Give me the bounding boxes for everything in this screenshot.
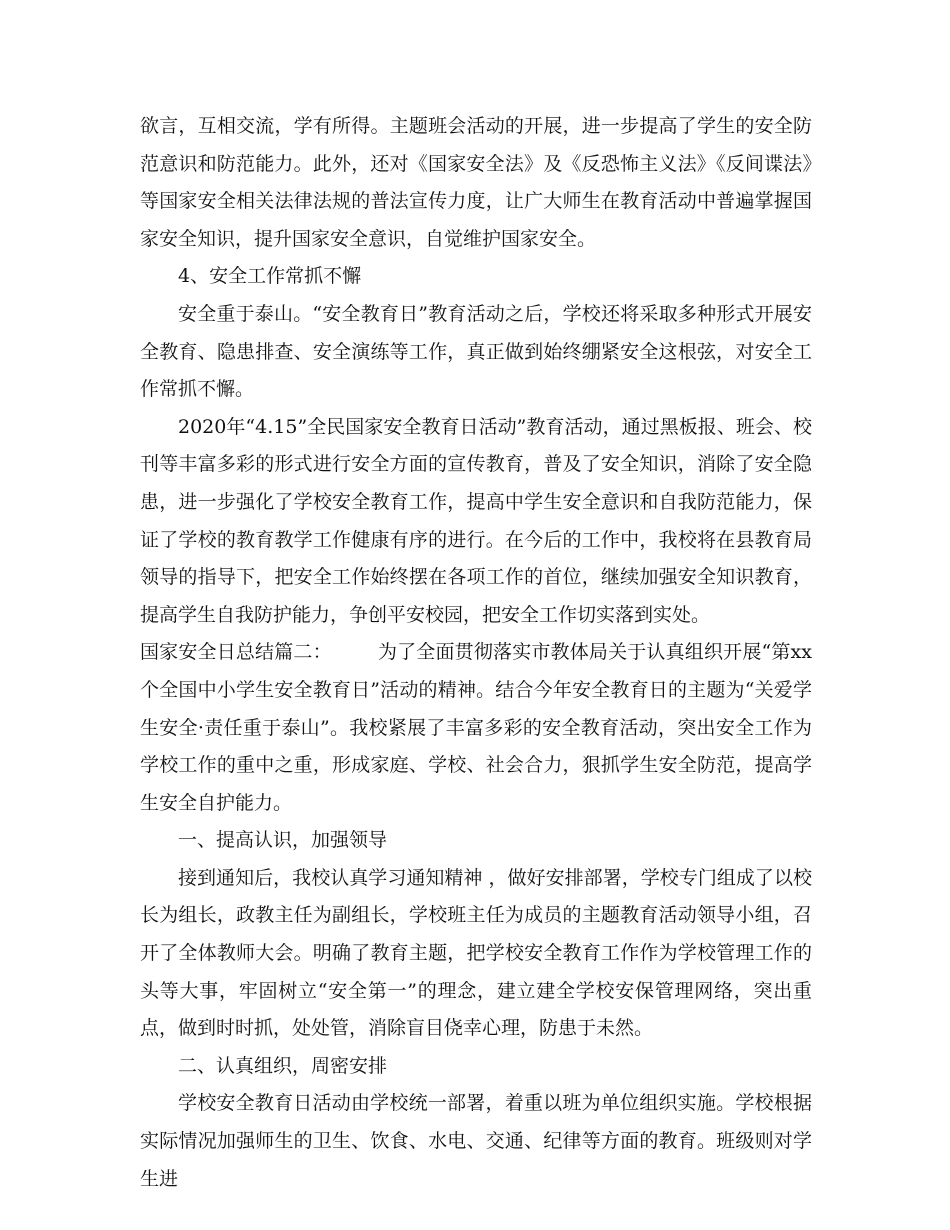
- paragraph-2020-activity: 2020年“4.15”全民国家安全教育日活动”教育活动，通过黑板报、班会、校刊等丰富多彩的形式进行安全方面的宣传教育，普及了安全知识，消除了安全隐患，进一步强化了学校安全教育工作，提高中学生安全意识和自我防范能力，保证了学校的教育教学工作健康有序的进行。在今后的工作中，我校将在县教育局领导的指导下，把安全工作始终摆在各项工作的首位，继续加强安全知识教育，提高学生自我防护能力，争创平安校园，把安全工作切实落到实处。: [140, 415, 812, 626]
- paragraph-safety-first: 安全重于泰山。“安全教育日”教育活动之后，学校还将采取多种形式开展安全教育、隐患排查、安全演练等工作，真正做到始终绷紧安全这根弦，对安全工作常抓不懈。: [140, 302, 812, 401]
- heading-section-one: 一、提高认识，加强领导: [178, 829, 388, 852]
- paragraph-leadership: 接到通知后，我校认真学习通知精神 ，做好安排部署，学校专门组成了以校长为组长，政教主任为副组长，学校班主任为成员的主题教育活动领导小组，召开了全体教师大会。明确了教育主题，把学校安全教育工作作为学校管理工作的头等大事，牢固树立“安全第一”的理念，建立建全学校安保管理网络，突出重点，做到时时抓，处处管，消除盲目侥幸心理，防患于未然。: [140, 866, 812, 1040]
- paragraph-part-two: [140, 634, 812, 822]
- paragraph-national-security-law: 欲言，互相交流，学有所得。主题班会活动的开展，进一步提高了学生的安全防范意识和防范能力。此外，还对《国家安全法》及《反恐怖主义法》《反间谍法》等国家安全相关法律法规的普法宣传力度，让广大师生在教育活动中普遍掌握国家安全知识，提升国家安全意识，自觉维护国家安全。: [140, 115, 812, 250]
- document-page: [140, 108, 812, 1198]
- part-two-title: 国家安全日总结篇二：: [140, 641, 332, 664]
- heading-section-two: 二、认真组织，周密安排: [178, 1054, 388, 1077]
- part-two-body: 为了全面贯彻落实市教体局关于认真组织开展“第xx个全国中小学生安全教育日”活动的精神。结合今年安全教育日的主题为“关爱学生安全·责任重于泰山”。我校紧展了丰富多彩的安全教育活动，突出安全工作为学校工作的重中之重，形成家庭、学校、社会合力，狠抓学生安全防范，提高学生安全自护能力。: [140, 641, 812, 814]
- heading-section-4: 4、安全工作常抓不懈: [178, 265, 362, 288]
- paragraph-organization: 学校安全教育日活动由学校统一部署，着重以班为单位组织实施。学校根据实际情况加强师生的卫生、饮食、水电、交通、纪律等方面的教育。班级则对学生进: [140, 1092, 812, 1190]
